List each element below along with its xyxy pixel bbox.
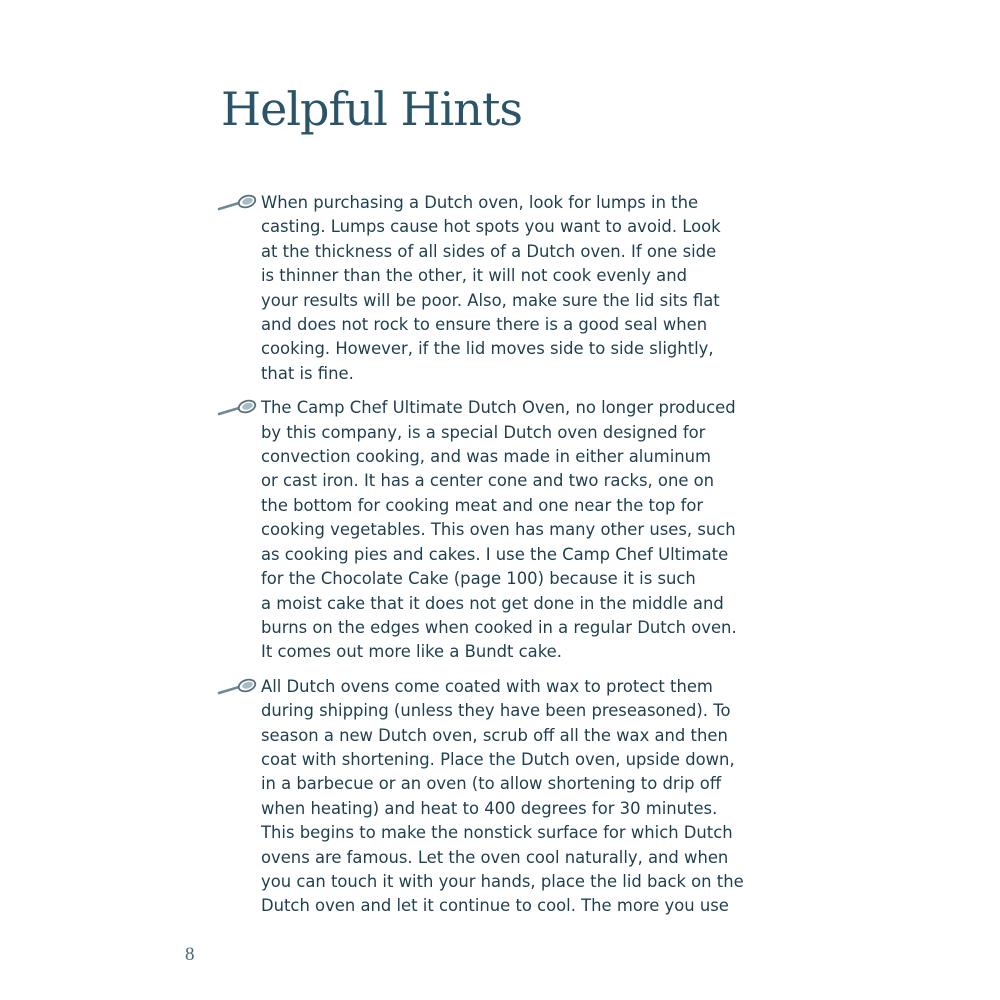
hint-text: The Camp Chef Ultimate Dutch Oven, no longer produced by this company, is a special Dutch oven designed for convection cooking, and was made in either aluminum or cast iron. It has a center cone and two racks, one on the bottom for cooking meat and one near the top for cooking vegetables. This oven has many other uses, such as cooking pies and cakes. I use the Camp Chef Ultimate for the Chocolate Cake (page 100) because it is such a moist cake that it does not get done in the middle and burns on the edges when cooked in a regular Dutch oven. It comes out more like a Bundt cake. xyxy=(261,398,737,662)
hint-text: All Dutch ovens come coated with wax to protect them during shipping (unless they have been preseasoned). To season a new Dutch oven, scrub off all the wax and then coat with shortening. Place the Dutch oven, upside down, in a barbecue or an oven (to allow shortening to drip off when heating) and heat to 400 degrees for 30 minutes. This begins to make the nonstick surface for which Dutch ovens are famous. Let the oven cool naturally, and when you can touch it with your hands, place the lid back on the Dutch oven and let it continue to cool. The more you use xyxy=(261,676,744,916)
page-title: Helpful Hints xyxy=(221,82,523,136)
spoon-icon xyxy=(217,678,257,696)
page-number: 8 xyxy=(185,944,195,965)
spoon-icon xyxy=(217,194,257,212)
spoon-icon xyxy=(217,399,257,417)
hint-item xyxy=(261,396,771,664)
hint-item xyxy=(261,675,771,919)
hint-text: When purchasing a Dutch oven, look for lumps in the casting. Lumps cause hot spots you want to avoid. Look at the thickness of all sides of a Dutch oven. If one side is thinner than the other, it will not cook evenly and your results will be poor. Also, make sure the lid sits flat and does not rock to ensure there is a good seal when cooking. However, if the lid moves side to side slightly, that is fine. xyxy=(261,193,721,383)
hints-list xyxy=(261,191,771,929)
hint-item xyxy=(261,191,771,386)
